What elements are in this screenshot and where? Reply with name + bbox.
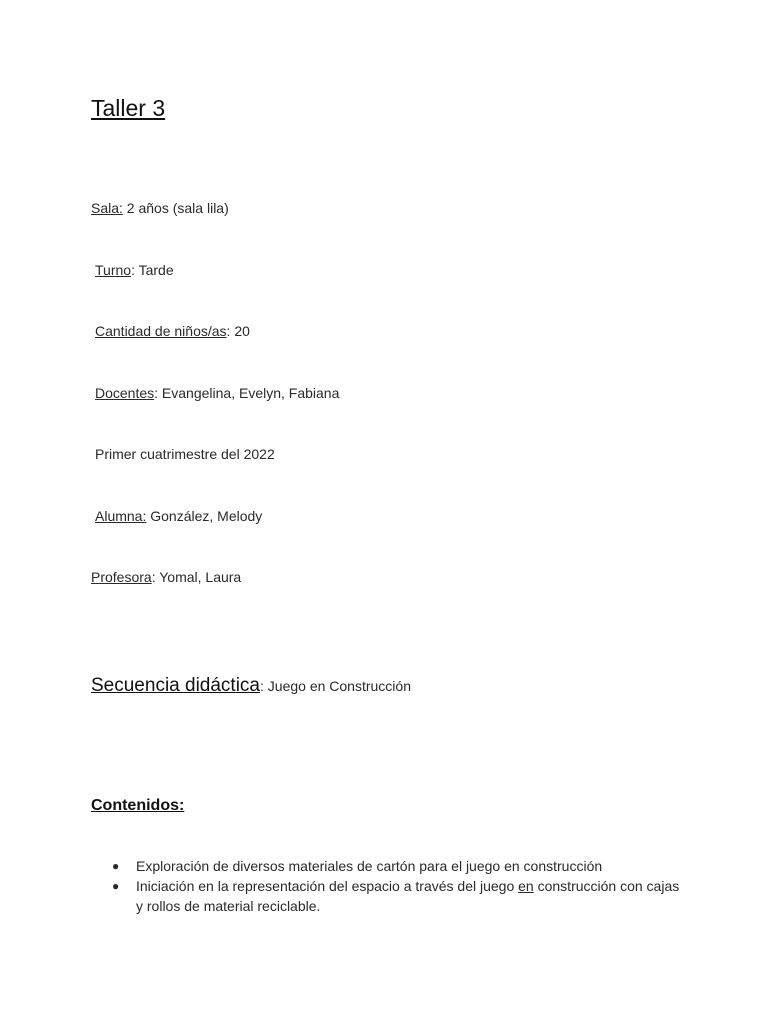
field-periodo: Primer cuatrimestre del 2022: [95, 446, 275, 462]
field-profesora-value: : Yomal, Laura: [151, 569, 242, 585]
list-item-text-underlined: en: [518, 878, 534, 894]
list-item-text-after: construcción con cajas y rollos de material reciclable.: [136, 878, 680, 914]
list-item-text-before: Iniciación en la representación del espacio a través del juego: [136, 878, 519, 894]
field-docentes: [95, 384, 339, 402]
field-docentes-value: : Evangelina, Evelyn, Fabiana: [154, 385, 340, 401]
field-sala-label: Sala:: [91, 200, 123, 216]
field-sala: [91, 199, 229, 217]
field-alumna: [95, 507, 262, 525]
list-item: [110, 876, 690, 916]
field-cantidad: [95, 322, 250, 340]
bullet-icon: ●: [112, 879, 120, 893]
secuencia-label: Secuencia didáctica: [91, 675, 260, 696]
contenidos-heading: Contenidos:: [91, 797, 185, 814]
field-cantidad-value: : 20: [226, 323, 250, 339]
field-turno: [95, 261, 174, 279]
contenidos-list: [110, 856, 690, 916]
bullet-icon: ●: [112, 859, 120, 873]
page-title: Taller 3: [91, 95, 166, 121]
secuencia-value: : Juego en Construcción: [260, 678, 411, 694]
field-turno-label: Turno: [95, 262, 132, 278]
list-item: [110, 856, 690, 876]
field-profesora-label: Profesora: [91, 569, 152, 585]
field-profesora: [91, 568, 241, 586]
field-alumna-label: Alumna:: [95, 508, 147, 524]
field-alumna-value: González, Melody: [146, 508, 263, 524]
list-item-text: Exploración de diversos materiales de cartón para el juego en construcción: [136, 858, 603, 874]
field-turno-value: : Tarde: [131, 262, 174, 278]
field-sala-value: 2 años (sala lila): [122, 200, 229, 216]
field-cantidad-label: Cantidad de niños/as: [95, 323, 227, 339]
secuencia-heading: [91, 674, 411, 698]
field-docentes-label: Docentes: [95, 385, 155, 401]
